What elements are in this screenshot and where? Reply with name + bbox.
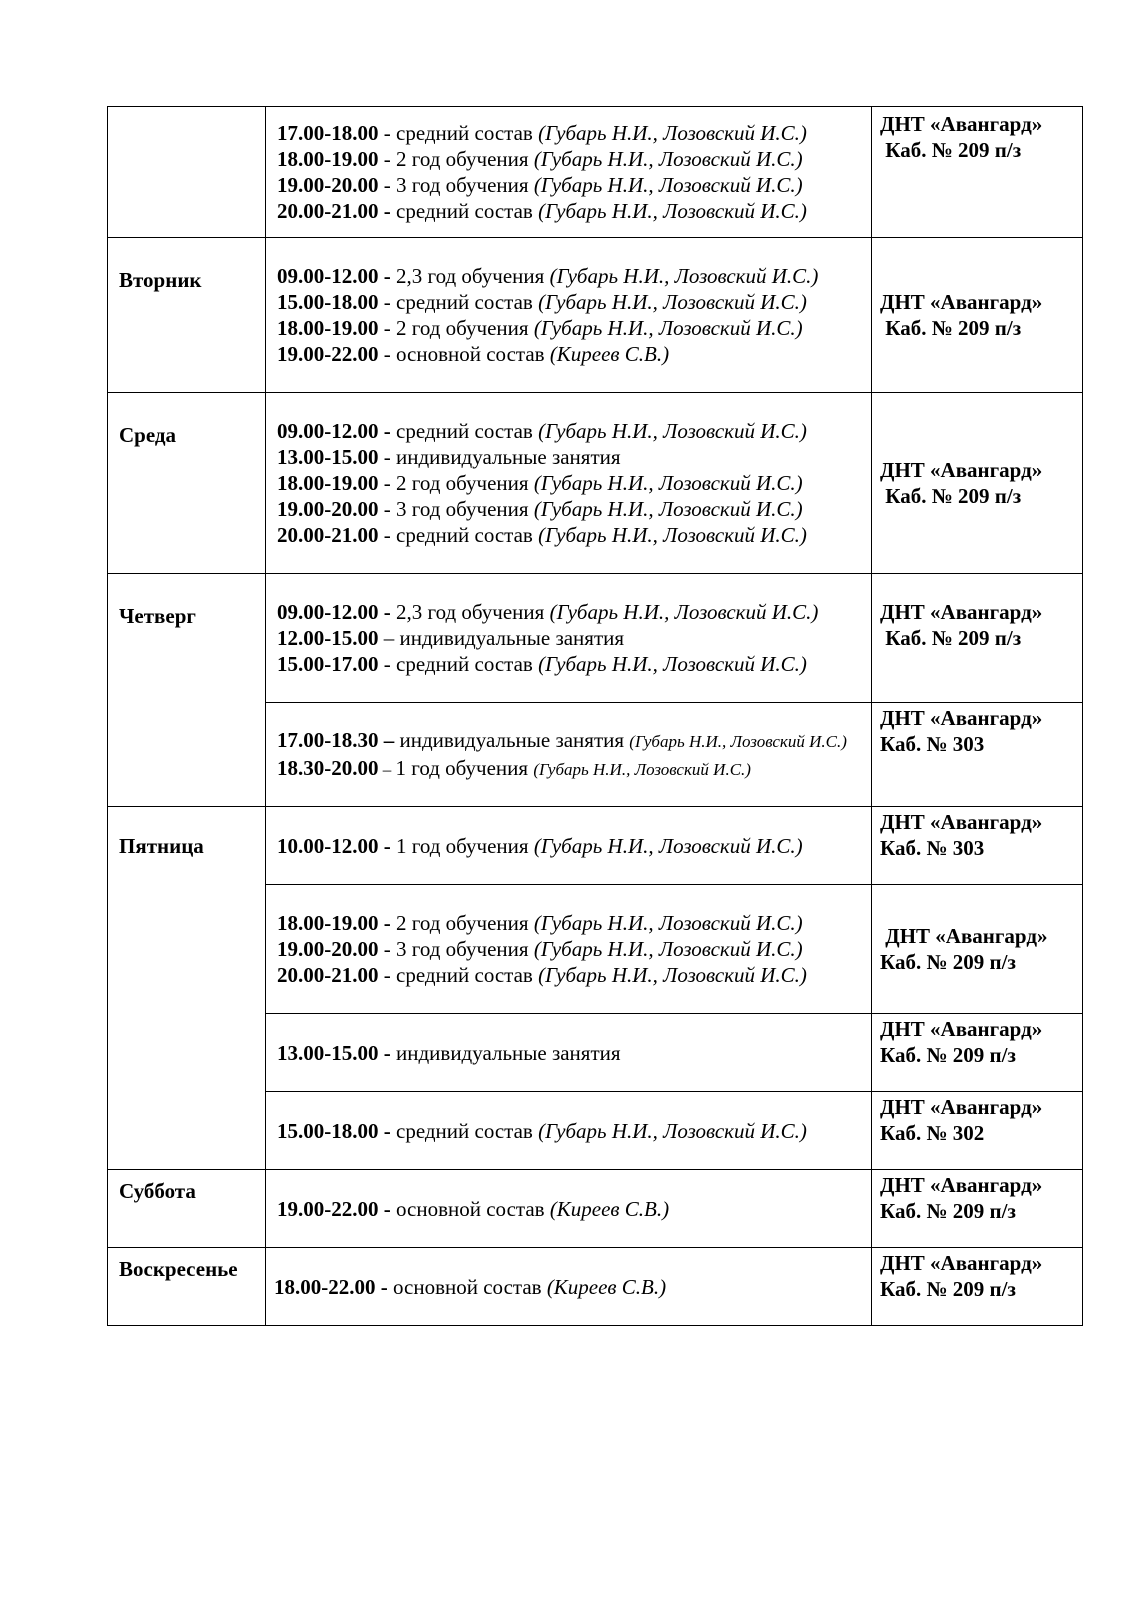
session-separator: -	[378, 316, 396, 340]
day-cell: Пятница	[108, 807, 266, 1170]
location-cell	[872, 807, 1083, 885]
venue-name: ДНТ «Авангард»	[880, 600, 1043, 624]
session-instructors: (Губарь Н.И., Лозовский И.С.)	[533, 173, 803, 197]
session-description: средний состав	[396, 652, 539, 676]
room-number: Каб. № 209 п/з	[880, 316, 1022, 340]
session-description: основной состав	[396, 342, 550, 366]
session-description: индивидуальные занятия	[396, 445, 621, 469]
session-instructors: (Губарь Н.И., Лозовский И.С.)	[549, 264, 819, 288]
location-cell	[872, 1014, 1083, 1092]
schedule-row	[108, 107, 1083, 238]
session-instructors: (Губарь Н.И., Лозовский И.С.)	[533, 759, 751, 779]
session-time: 18.00-19.00	[277, 911, 379, 935]
session-instructors: (Губарь Н.И., Лозовский И.С.)	[629, 731, 847, 751]
session-time: 12.00-15.00	[277, 626, 379, 650]
room-number: Каб. № 302	[880, 1121, 985, 1145]
session-description: 2 год обучения	[396, 147, 534, 171]
session-time: 18.30-20.00	[277, 755, 379, 780]
session-instructors: (Киреев С.В.)	[549, 1196, 670, 1221]
session-line	[277, 936, 871, 962]
session-instructors: (Губарь Н.И., Лозовский И.С.)	[533, 833, 803, 858]
day-cell: Воскресенье	[108, 1248, 266, 1326]
day-cell: Суббота	[108, 1170, 266, 1248]
session-line	[277, 444, 871, 470]
venue-name: ДНТ «Авангард»	[880, 1095, 1043, 1119]
session-description: основной состав	[393, 1274, 547, 1299]
session-line	[277, 755, 871, 783]
session-instructors: (Губарь Н.И., Лозовский И.С.)	[538, 523, 807, 547]
session-separator: -	[378, 290, 396, 314]
session-description: индивидуальные занятия	[399, 727, 630, 752]
session-line	[277, 522, 871, 548]
session-instructors: (Киреев С.В.)	[546, 1274, 667, 1299]
session-time: 18.00-19.00	[277, 147, 379, 171]
session-line	[277, 418, 871, 444]
session-description: 2,3 год обучения	[396, 600, 550, 624]
schedule-body	[108, 107, 1083, 1326]
session-time: 09.00-12.00	[277, 264, 379, 288]
session-description: средний состав	[396, 523, 539, 547]
venue-name: ДНТ «Авангард»	[880, 1017, 1043, 1041]
session-description: 2 год обучения	[396, 316, 534, 340]
session-time: 19.00-20.00	[277, 497, 379, 521]
session-line	[277, 198, 871, 224]
schedule-row	[108, 574, 1083, 703]
location-cell	[872, 1170, 1083, 1248]
location-cell	[872, 238, 1083, 393]
session-description: основной состав	[396, 1196, 550, 1221]
session-line	[277, 496, 871, 522]
session-separator: -	[378, 652, 396, 676]
sessions-cell	[266, 107, 872, 238]
session-description: 2,3 год обучения	[396, 264, 550, 288]
session-line	[277, 625, 871, 651]
room-number: Каб. № 209 п/з	[880, 1277, 1016, 1301]
session-separator: –	[378, 626, 400, 650]
session-line	[277, 1118, 871, 1144]
session-time: 17.00-18.30	[277, 727, 379, 752]
session-description: 1 год обучения	[395, 755, 534, 780]
session-separator: -	[378, 911, 396, 935]
session-time: 09.00-12.00	[277, 600, 379, 624]
session-line	[277, 651, 871, 677]
location-cell	[872, 1248, 1083, 1326]
sessions-cell	[266, 1248, 872, 1326]
session-description: средний состав	[396, 963, 539, 987]
session-description: 3 год обучения	[396, 937, 534, 961]
session-time: 15.00-17.00	[277, 652, 379, 676]
session-time: 17.00-18.00	[277, 121, 379, 145]
session-line	[277, 341, 871, 367]
session-separator: -	[378, 173, 396, 197]
room-number: Каб. № 209 п/з	[880, 626, 1022, 650]
session-time: 13.00-15.00	[277, 1040, 379, 1065]
session-line	[277, 962, 871, 988]
session-separator: –	[378, 759, 396, 779]
location-cell	[872, 107, 1083, 238]
session-time: 20.00-21.00	[277, 963, 379, 987]
session-description: 3 год обучения	[396, 497, 534, 521]
session-time: 18.00-22.00	[274, 1274, 376, 1299]
sessions-cell	[266, 703, 872, 807]
session-description: средний состав	[396, 290, 539, 314]
session-time: 13.00-15.00	[277, 445, 379, 469]
session-time: 18.00-19.00	[277, 316, 379, 340]
session-line	[277, 470, 871, 496]
session-time: 09.00-12.00	[277, 419, 379, 443]
session-description: средний состав	[396, 121, 539, 145]
sessions-cell	[266, 238, 872, 393]
venue-name: ДНТ «Авангард»	[880, 458, 1043, 482]
schedule-row	[108, 1170, 1083, 1248]
session-separator: -	[378, 471, 396, 495]
sessions-cell	[266, 574, 872, 703]
session-instructors: (Губарь Н.И., Лозовский И.С.)	[533, 937, 803, 961]
room-number: Каб. № 209 п/з	[880, 1199, 1016, 1223]
session-time: 15.00-18.00	[277, 290, 379, 314]
session-instructors: (Губарь Н.И., Лозовский И.С.)	[533, 911, 803, 935]
venue-name: ДНТ «Авангард»	[880, 112, 1043, 136]
session-description: индивидуальные занятия	[396, 1040, 621, 1065]
room-number: Каб. № 209 п/з	[880, 138, 1022, 162]
session-line	[277, 727, 871, 755]
session-separator: -	[378, 1040, 396, 1065]
session-separator: -	[378, 419, 396, 443]
room-number: Каб. № 303	[880, 836, 985, 860]
session-instructors: (Губарь Н.И., Лозовский И.С.)	[538, 290, 807, 314]
sessions-cell	[266, 1014, 872, 1092]
session-separator: -	[378, 342, 396, 366]
session-time: 19.00-20.00	[277, 937, 379, 961]
session-line	[277, 120, 871, 146]
location-cell	[872, 703, 1083, 807]
room-number: Каб. № 209 п/з	[880, 950, 1016, 974]
session-separator: -	[378, 937, 396, 961]
session-separator: -	[378, 1118, 396, 1143]
session-time: 20.00-21.00	[277, 523, 379, 547]
session-instructors: (Губарь Н.И., Лозовский И.С.)	[538, 199, 807, 223]
schedule-row	[108, 1248, 1083, 1326]
session-instructors: (Губарь Н.И., Лозовский И.С.)	[549, 600, 819, 624]
session-instructors: (Губарь Н.И., Лозовский И.С.)	[538, 652, 807, 676]
room-number: Каб. № 209 п/з	[880, 1043, 1016, 1067]
day-cell: Вторник	[108, 238, 266, 393]
session-time: 15.00-18.00	[277, 1118, 379, 1143]
session-description: средний состав	[396, 1118, 539, 1143]
session-separator: -	[378, 1196, 396, 1221]
session-instructors: (Губарь Н.И., Лозовский И.С.)	[533, 147, 803, 171]
venue-name: ДНТ «Авангард»	[880, 1251, 1043, 1275]
session-separator: -	[378, 523, 396, 547]
session-line	[277, 315, 871, 341]
schedule-row	[108, 807, 1083, 885]
session-time: 19.00-20.00	[277, 173, 379, 197]
session-separator: -	[378, 963, 396, 987]
venue-name: ДНТ «Авангард»	[880, 290, 1043, 314]
location-cell	[872, 574, 1083, 703]
session-instructors: (Киреев С.В.)	[549, 342, 670, 366]
venue-name: ДНТ «Авангард»	[880, 810, 1043, 834]
day-cell: Четверг	[108, 574, 266, 807]
day-cell	[108, 107, 266, 238]
session-line	[277, 1040, 871, 1066]
schedule-table	[107, 106, 1083, 1326]
session-description: 2 год обучения	[396, 911, 534, 935]
session-line	[277, 599, 871, 625]
location-cell	[872, 885, 1083, 1014]
schedule-row	[108, 393, 1083, 574]
venue-name: ДНТ «Авангард»	[880, 1173, 1043, 1197]
session-time: 20.00-21.00	[277, 199, 379, 223]
session-separator: -	[378, 833, 396, 858]
room-number: Каб. № 209 п/з	[880, 484, 1022, 508]
session-separator: –	[378, 727, 400, 752]
session-instructors: (Губарь Н.И., Лозовский И.С.)	[538, 1118, 807, 1143]
location-cell	[872, 1092, 1083, 1170]
sessions-cell	[266, 807, 872, 885]
schedule-row	[108, 238, 1083, 393]
session-instructors: (Губарь Н.И., Лозовский И.С.)	[538, 963, 807, 987]
session-description: 1 год обучения	[396, 833, 534, 858]
session-separator: -	[378, 445, 396, 469]
session-instructors: (Губарь Н.И., Лозовский И.С.)	[533, 497, 803, 521]
session-time: 18.00-19.00	[277, 471, 379, 495]
session-description: средний состав	[396, 199, 539, 223]
session-description: 2 год обучения	[396, 471, 534, 495]
session-description: средний состав	[396, 419, 539, 443]
session-line	[277, 910, 871, 936]
location-cell	[872, 393, 1083, 574]
session-line	[274, 1274, 871, 1300]
session-line	[277, 1196, 871, 1222]
session-instructors: (Губарь Н.И., Лозовский И.С.)	[538, 121, 807, 145]
session-separator: -	[378, 497, 396, 521]
sessions-cell	[266, 393, 872, 574]
session-description: 3 год обучения	[396, 173, 534, 197]
session-instructors: (Губарь Н.И., Лозовский И.С.)	[533, 316, 803, 340]
session-separator: -	[378, 121, 396, 145]
sessions-cell	[266, 885, 872, 1014]
session-description: индивидуальные занятия	[399, 626, 625, 650]
session-line	[277, 833, 871, 859]
session-instructors: (Губарь Н.И., Лозовский И.С.)	[533, 471, 803, 495]
session-time: 10.00-12.00	[277, 833, 379, 858]
session-line	[277, 263, 871, 289]
sessions-cell	[266, 1170, 872, 1248]
venue-name: ДНТ «Авангард»	[880, 706, 1043, 730]
session-line	[277, 289, 871, 315]
session-instructors: (Губарь Н.И., Лозовский И.С.)	[538, 419, 807, 443]
session-separator: -	[375, 1274, 393, 1299]
sessions-cell	[266, 1092, 872, 1170]
venue-name: ДНТ «Авангард»	[880, 924, 1048, 948]
session-line	[277, 172, 871, 198]
session-line	[277, 146, 871, 172]
day-cell: Среда	[108, 393, 266, 574]
session-separator: -	[378, 147, 396, 171]
session-separator: -	[378, 264, 396, 288]
session-separator: -	[378, 199, 396, 223]
session-time: 19.00-22.00	[277, 1196, 379, 1221]
session-separator: -	[378, 600, 396, 624]
room-number: Каб. № 303	[880, 732, 985, 756]
session-time: 19.00-22.00	[277, 342, 379, 366]
